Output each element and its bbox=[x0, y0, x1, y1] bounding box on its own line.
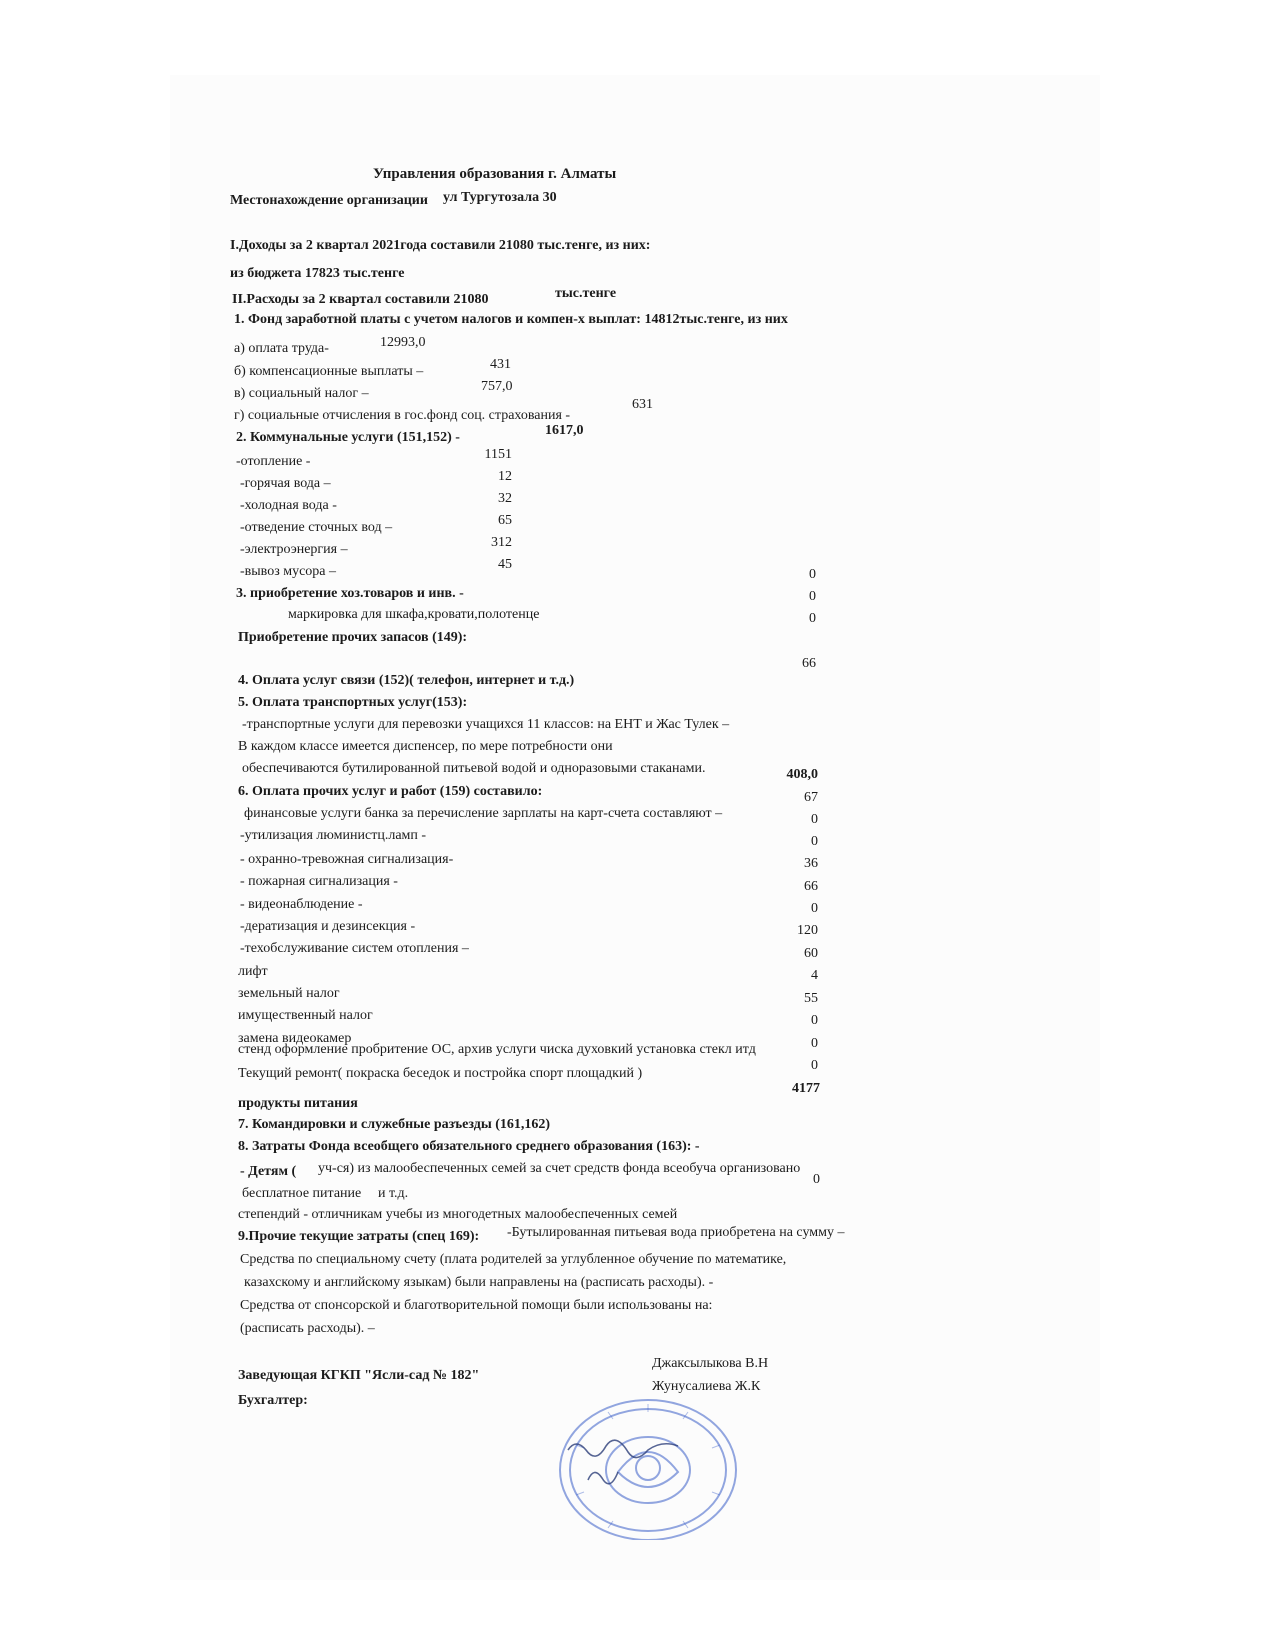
payroll-item-label: а) оплата труда- bbox=[234, 341, 329, 356]
fund-line-a: - Детям ( bbox=[240, 1164, 297, 1179]
budget-line: из бюджета 17823 тыс.тенге bbox=[230, 266, 405, 281]
utility-value: 65 bbox=[498, 513, 512, 528]
service-value: 0 bbox=[811, 901, 818, 916]
transport-line: В каждом классе имеется диспенсер, по мере потребности они bbox=[238, 739, 613, 754]
misc-title: 9.Прочие текущие затраты (спец 169): bbox=[238, 1229, 480, 1244]
service-label: - охранно-тревожная сигнализация- bbox=[240, 852, 454, 867]
misc-title-rest: -Бутылированная питьевая вода приобретена на сумму – bbox=[507, 1225, 845, 1240]
location-label: Местонахождение организации bbox=[230, 193, 428, 208]
service-label: лифт bbox=[238, 964, 268, 979]
utility-value: 12 bbox=[498, 469, 512, 484]
service-label: имущественный налог bbox=[238, 1008, 373, 1023]
head-label: Заведующая КГКП "Ясли-сад № 182" bbox=[238, 1368, 480, 1383]
utility-value: 32 bbox=[498, 491, 512, 506]
supplies-item: маркировка для шкафа,кровати,полотенце bbox=[288, 607, 540, 622]
food-label: продукты питания bbox=[238, 1096, 358, 1111]
supplies-title: 3. приобретение хоз.товаров и инв. - bbox=[236, 586, 464, 601]
transport-line: обеспечиваются бутилированной питьевой водой и одноразовыми стаканами. bbox=[242, 761, 706, 776]
service-label: стенд оформление пробритение ОС, архив услуги чиска духовкий установка стекл итд bbox=[238, 1042, 756, 1057]
service-label: финансовые услуги банка за перечисление зарплаты на карт-счета составляют – bbox=[244, 806, 723, 821]
utility-value: 1151 bbox=[484, 447, 512, 462]
misc-line: Средства от спонсорской и благотворительной помощи были использованы на: bbox=[240, 1298, 713, 1313]
utility-label: -горячая вода – bbox=[240, 476, 331, 491]
service-value: 0 bbox=[811, 812, 818, 827]
service-label: - видеонаблюдение - bbox=[240, 897, 363, 912]
other-supplies-title: Приобретение прочих запасов (149): bbox=[238, 630, 468, 645]
utility-label: -вывоз мусора – bbox=[240, 564, 337, 579]
service-value: 0 bbox=[811, 1058, 818, 1073]
expenses-title: II.Расходы за 2 квартал составили 21080 bbox=[232, 292, 489, 307]
payroll-item-value: 757,0 bbox=[481, 379, 513, 394]
organization-title: Управления образования г. Алматы bbox=[373, 166, 617, 182]
comm-value: 66 bbox=[802, 656, 816, 671]
food-value: 4177 bbox=[792, 1081, 820, 1096]
utilities-total: 1617,0 bbox=[545, 423, 584, 438]
service-value: 4 bbox=[811, 968, 818, 983]
fund-line2-b: и т.д. bbox=[378, 1186, 409, 1201]
payroll-item-label: в) социальный налог – bbox=[234, 386, 369, 401]
accountant-label: Бухгалтер: bbox=[238, 1393, 308, 1408]
utility-label: -холодная вода - bbox=[240, 498, 337, 513]
service-value: 60 bbox=[804, 946, 818, 961]
right-value: 0 bbox=[809, 567, 816, 582]
utility-label: -электроэнергия – bbox=[240, 542, 348, 557]
official-stamp-seal bbox=[548, 1390, 748, 1540]
utility-label: -отведение сточных вод – bbox=[240, 520, 393, 535]
transport-title: 5. Оплата транспортных услуг(153): bbox=[238, 695, 468, 710]
payroll-item-label: б) компенсационные выплаты – bbox=[234, 364, 424, 379]
utilities-title: 2. Коммунальные услуги (151,152) - bbox=[236, 430, 460, 445]
fund-value: 0 bbox=[813, 1172, 820, 1187]
accountant-name: Жунусалиева Ж.К bbox=[652, 1379, 761, 1394]
fund-line-b: уч-ся) из малообеспеченных семей за счет средств фонда всеобуча организовано bbox=[318, 1161, 801, 1176]
travel-title: 7. Командировки и служебные разъезды (161,162) bbox=[238, 1117, 551, 1132]
right-value: 0 bbox=[809, 611, 816, 626]
head-name: Джаксылыкова В.Н bbox=[652, 1356, 769, 1371]
service-label: замена видеокамер bbox=[238, 1031, 352, 1046]
comm-title: 4. Оплата услуг связи (152)( телефон, интернет и т.д.) bbox=[238, 673, 575, 688]
misc-line: казахскому и английскому языкам) были направлены на (расписать расходы). - bbox=[244, 1275, 714, 1290]
service-value: 55 bbox=[804, 991, 818, 1006]
service-value: 36 bbox=[804, 856, 818, 871]
location-value: ул Тургутозала 30 bbox=[443, 190, 557, 205]
payroll-title: 1. Фонд заработной платы с учетом налогов и компен-х выплат: 14812тыс.тенге, из них bbox=[234, 312, 788, 327]
payroll-item-value: 431 bbox=[490, 357, 511, 372]
service-label: -дератизация и дезинсекция - bbox=[240, 919, 416, 934]
transport-value: 408,0 bbox=[786, 767, 818, 782]
service-label: -техобслуживание систем отопления – bbox=[240, 941, 469, 956]
service-value: 0 bbox=[811, 834, 818, 849]
misc-line: Средства по специальному счету (плата родителей за углубленное обучение по математике, bbox=[240, 1252, 787, 1267]
service-label: -утилизация люминистц.ламп - bbox=[240, 828, 427, 843]
right-value: 0 bbox=[809, 589, 816, 604]
misc-line: (расписать расходы). – bbox=[240, 1321, 375, 1336]
service-value: 120 bbox=[797, 923, 818, 938]
other-services-title: 6. Оплата прочих услуг и работ (159) составило: bbox=[238, 784, 543, 799]
income-line: I.Доходы за 2 квартал 2021года составили 21080 тыс.тенге, из них: bbox=[230, 238, 651, 253]
fund-title: 8. Затраты Фонда всеобщего обязательного среднего образования (163): - bbox=[238, 1139, 700, 1154]
fund-line3: степендий - отличникам учебы из многодетных малообеспеченных семей bbox=[238, 1207, 678, 1222]
service-label: - пожарная сигнализация - bbox=[240, 874, 398, 889]
payroll-item-value: 12993,0 bbox=[380, 335, 426, 350]
payroll-item-label: г) социальные отчисления в гос.фонд соц. страхования - bbox=[234, 408, 571, 423]
transport-line: -транспортные услуги для перевозки учащихся 11 классов: на ЕНТ и Жас Тулек – bbox=[242, 717, 730, 732]
payroll-item-value: 631 bbox=[632, 397, 653, 412]
utility-value: 312 bbox=[491, 535, 512, 550]
service-value: 0 bbox=[811, 1036, 818, 1051]
service-value: 0 bbox=[811, 1013, 818, 1028]
fund-line2-a: бесплатное питание bbox=[242, 1186, 362, 1201]
service-value: 66 bbox=[804, 879, 818, 894]
service-value: 67 bbox=[804, 790, 818, 805]
service-label: Текущий ремонт( покраска беседок и постройка спорт площадкий ) bbox=[238, 1066, 643, 1081]
utility-label: -отопление - bbox=[236, 454, 311, 469]
expenses-unit: тыс.тенге bbox=[555, 286, 617, 301]
service-label: земельный налог bbox=[238, 986, 340, 1001]
utility-value: 45 bbox=[498, 557, 512, 572]
